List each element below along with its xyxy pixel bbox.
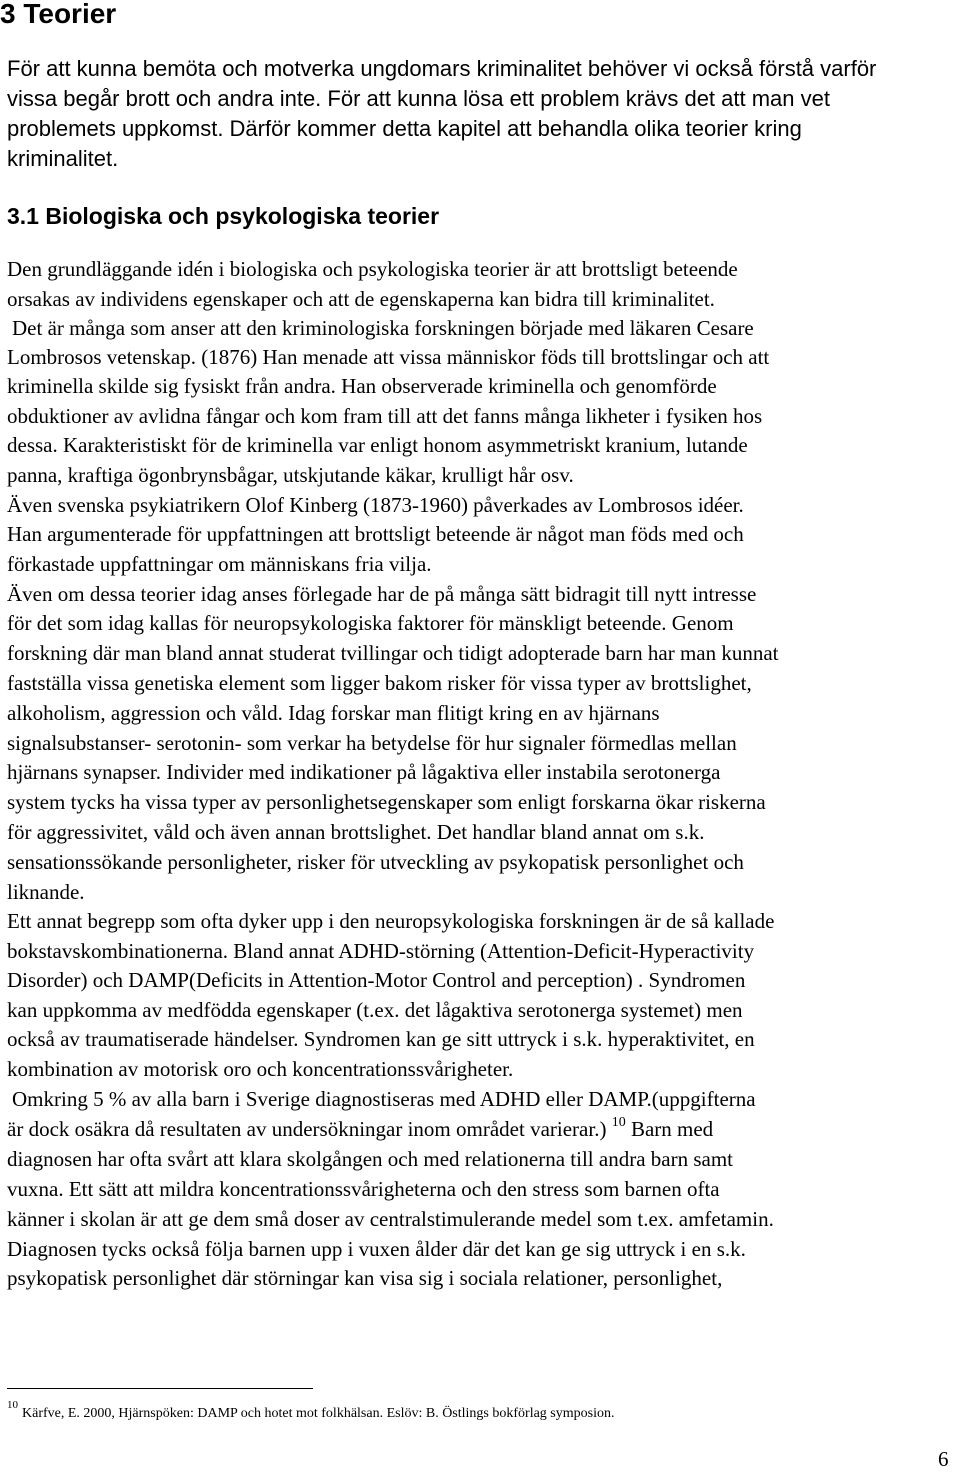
body-line: för aggressivitet, våld och även annan brottslighet. Det handlar bland annat om s.k. bbox=[7, 820, 705, 844]
body-line: känner i skolan är att ge dem små doser av centralstimulerande medel som t.ex. amfetamin. bbox=[7, 1207, 774, 1231]
footnote-number: 10 bbox=[7, 1399, 18, 1412]
body-line: förkastade uppfattningar om människans fria vilja. bbox=[7, 552, 432, 576]
body-line: Lombrosos vetenskap. (1876) Han menade att vissa människor föds till brottslingar och att bbox=[7, 345, 770, 369]
footnote bbox=[7, 1399, 615, 1424]
body-line: vuxna. Ett sätt att mildra koncentrationssvårigheterna och den stress som barnen ofta bbox=[7, 1177, 720, 1201]
body-line: kombination av motorisk oro och koncentrationssvårigheter. bbox=[7, 1057, 514, 1081]
body-line: hjärnans synapser. Individer med indikationer på lågaktiva eller instabila serotonerga bbox=[7, 760, 721, 784]
body-line: dessa. Karakteristiskt för de kriminella var enligt honom asymmetriskt kranium, lutande bbox=[7, 433, 748, 457]
body-line: också av traumatiserade händelser. Syndromen kan ge sitt uttryck i s.k. hyperaktivitet, en bbox=[7, 1027, 755, 1051]
body-line: orsakas av individens egenskaper och att de egenskaperna kan bidra till kriminalitet. bbox=[7, 287, 715, 311]
section-heading: 3.1 Biologiska och psykologiska teorier bbox=[7, 203, 440, 229]
body-line: forskning där man bland annat studerat tvillingar och tidigt adopterade barn har man kunnat bbox=[7, 641, 779, 665]
body-line: Det är många som anser att den kriminologiska forskningen började med läkaren Cesare bbox=[12, 316, 754, 340]
body-line: bokstavskombinationerna. Bland annat ADHD-störning (Attention-Deficit-Hyperactivity bbox=[7, 939, 755, 963]
body-line: diagnosen har ofta svårt att klara skolgången och med relationerna till andra barn samt bbox=[7, 1147, 733, 1171]
body-line: Även svenska psykiatrikern Olof Kinberg (1873-1960) påverkades av Lombrosos idéer. bbox=[7, 493, 744, 517]
body-line: fastställa vissa genetiska element som ligger bakom risker för vissa typer av brottslighet, bbox=[7, 671, 752, 695]
body-line bbox=[7, 1114, 713, 1144]
body-line: liknande. bbox=[7, 880, 85, 904]
body-line: psykopatisk personlighet där störningar kan visa sig i sociala relationer, personlighet, bbox=[7, 1266, 723, 1290]
body-line: system tycks ha vissa typer av personlighetsegenskaper som enligt forskarna ökar riskerna bbox=[7, 790, 766, 814]
footnote-reference: 10 bbox=[611, 1115, 626, 1130]
body-line: obduktioner av avlidna fångar och kom fram till att det fanns många likheter i fysiken hos bbox=[7, 404, 763, 428]
body-line: signalsubstanser- serotonin- som verkar ha betydelse för hur signaler förmedlas mellan bbox=[7, 731, 737, 755]
footnote-text: Kärfve, E. 2000, Hjärnspöken: DAMP och hotet mot folkhälsan. Eslöv: B. Östlings bokförlag symposion. bbox=[22, 1406, 615, 1421]
body-line: Han argumenterade för uppfattningen att brottsligt beteende är något man föds med och bbox=[7, 522, 744, 546]
intro-line: kriminalitet. bbox=[7, 146, 119, 171]
body-line-text: Barn med bbox=[625, 1117, 714, 1141]
body-line: kan uppkomma av medfödda egenskaper (t.ex. det lågaktiva serotonerga systemet) men bbox=[7, 998, 743, 1022]
intro-line: vissa begår brott och andra inte. För att kunna lösa ett problem krävs det att man vet bbox=[7, 86, 830, 111]
body-line: Den grundläggande idén i biologiska och psykologiska teorier är att brottsligt beteende bbox=[7, 257, 738, 281]
chapter-heading: 3 Teorier bbox=[0, 0, 117, 29]
body-line: Omkring 5 % av alla barn i Sverige diagnostiseras med ADHD eller DAMP.(uppgifterna bbox=[12, 1087, 756, 1111]
body-line: alkoholism, aggression och våld. Idag forskar man flitigt kring en av hjärnans bbox=[7, 701, 660, 725]
body-line: Även om dessa teorier idag anses förlegade har de på många sätt bidragit till nytt intresse bbox=[7, 582, 757, 606]
page-number: 6 bbox=[938, 1447, 949, 1471]
body-line: sensationssökande personligheter, risker för utveckling av psykopatisk personlighet och bbox=[7, 850, 744, 874]
body-line-text: är dock osäkra då resultaten av undersökningar inom området varierar.) bbox=[7, 1117, 612, 1141]
body-line: Diagnosen tycks också följa barnen upp i vuxen ålder där det kan ge sig uttryck i en s.k. bbox=[7, 1237, 746, 1261]
body-line: kriminella skilde sig fysiskt från andra. Han observerade kriminella och genomförde bbox=[7, 374, 717, 398]
body-line: Ett annat begrepp som ofta dyker upp i den neuropsykologiska forskningen är de så kallade bbox=[7, 909, 775, 933]
intro-line: problemets uppkomst. Därför kommer detta kapitel att behandla olika teorier kring bbox=[7, 116, 802, 141]
intro-line: För att kunna bemöta och motverka ungdomars kriminalitet behöver vi också förstå varför bbox=[7, 56, 877, 81]
body-line: panna, kraftiga ögonbrynsbågar, utskjutande käkar, krulligt hår osv. bbox=[7, 463, 574, 487]
body-line: för det som idag kallas för neuropsykologiska faktorer för mänskligt beteende. Genom bbox=[7, 611, 734, 635]
body-line: Disorder) och DAMP(Deficits in Attention-Motor Control and perception) . Syndromen bbox=[7, 968, 746, 992]
footnote-separator bbox=[7, 1388, 313, 1389]
